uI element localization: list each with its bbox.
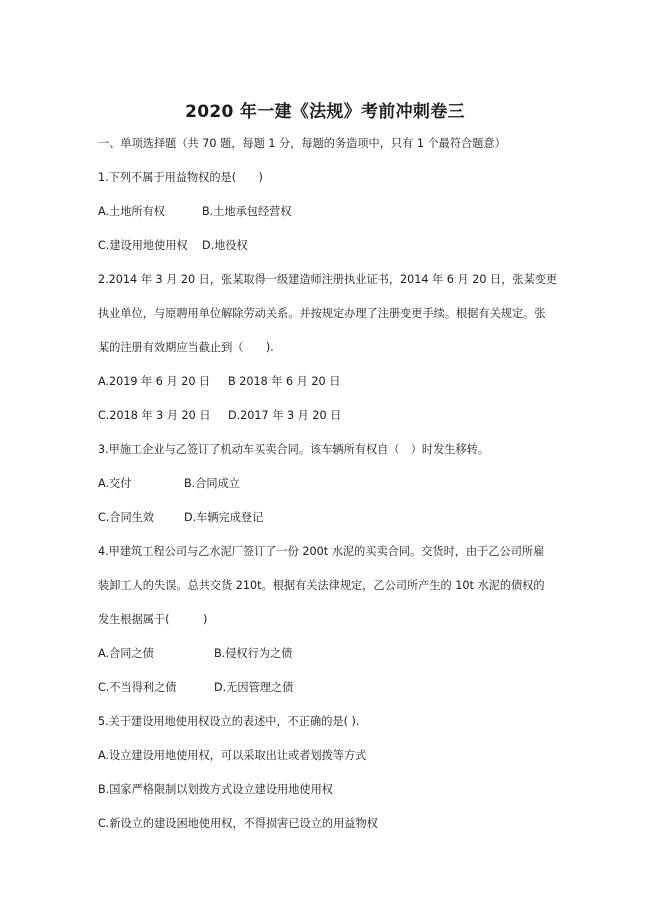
question-4-stem-line-2: 装卸工人的失误。总共交货 210t。根据有关法律规定，乙公司所产生的 10t 水泥的债权的: [98, 579, 545, 592]
question-5-option-c: C.新设立的建设困地使用权，不得损害已设立的用益物权: [98, 817, 378, 830]
question-2-options-ab: [98, 374, 341, 390]
question-4-option-b: B.侵权行为之债: [214, 647, 293, 660]
question-3-option-b: B.合同成立: [184, 477, 240, 490]
question-2-stem-line-2: 执业单位，与原聘用单位解除劳动关系。并按规定办理了注册变更手续。根据有关规定。张: [98, 307, 546, 320]
question-5-stem: 5.关于建设用地使用权设立的表述中，不正确的是( ).: [98, 715, 360, 728]
question-4-stem-line-1: 4.甲建筑工程公司与乙水泥厂签订了一份 200t 水泥的买卖合同。交货时，由于乙公司所雇: [98, 545, 545, 558]
question-2-stem-line-1: 2.2014 年 3 月 20 日，张某取得一级建造师注册执业证书，2014 年 6 月 20 日，张某变更: [98, 273, 558, 286]
question-1-option-c: C.建设用地使用权: [98, 239, 188, 252]
question-2-option-a: A.2019 年 6 月 20 日: [98, 375, 211, 388]
section-heading: 一、单项选择题（共 70 题，每题 1 分，每题的务造项中，只有 1 个最符合题意）: [98, 137, 506, 150]
question-3-stem: 3.甲施工企业与乙签订了机动车买卖合同。该车辆所有权自（ ）时发生移转。: [98, 443, 490, 456]
question-1-options-cd: [98, 238, 248, 254]
question-2-options-cd: [98, 408, 342, 424]
document-title: 2020 年一建《法规》考前冲刺卷三: [185, 102, 465, 122]
question-3-option-a: A.交付: [98, 477, 132, 490]
question-4-options-cd: [98, 680, 294, 696]
question-3-option-d: D.车辆完成登记: [184, 511, 264, 524]
question-1-options-ab: [98, 204, 292, 220]
question-3-options-ab: [98, 476, 240, 492]
question-3-option-c: C.合同生效: [98, 511, 155, 524]
question-4-option-a: A.合同之债: [98, 647, 154, 660]
question-2-option-b: B 2018 年 6 月 20 日: [228, 375, 341, 388]
question-1-stem: 1.下列不属于用益物权的是( ): [98, 171, 263, 184]
question-4-option-c: C.不当得利之债: [98, 681, 177, 694]
question-1-option-d: D.地役权: [202, 239, 248, 252]
question-2-option-c: C.2018 年 3 月 20 日: [98, 409, 211, 422]
question-1-option-a: A.土地所有权: [98, 205, 165, 218]
question-2-option-d: D.2017 年 3 月 20 日: [228, 409, 342, 422]
question-5-option-a: A.设立建设用地使用权，可以采取出让或者划拨等方式: [98, 749, 367, 762]
question-4-options-ab: [98, 646, 293, 662]
question-5-option-b: B.国家严格限制以划拨方式设立建设用地使用权: [98, 783, 333, 796]
question-1-option-b: B.土地承包经营权: [202, 205, 292, 218]
question-4-stem-line-3: 发生根据属于( ): [98, 613, 208, 626]
question-2-stem-line-3: 某的注册有效期应当截止到（ ).: [98, 341, 274, 354]
question-3-options-cd: [98, 510, 264, 526]
question-4-option-d: D.无因管理之债: [214, 681, 294, 694]
